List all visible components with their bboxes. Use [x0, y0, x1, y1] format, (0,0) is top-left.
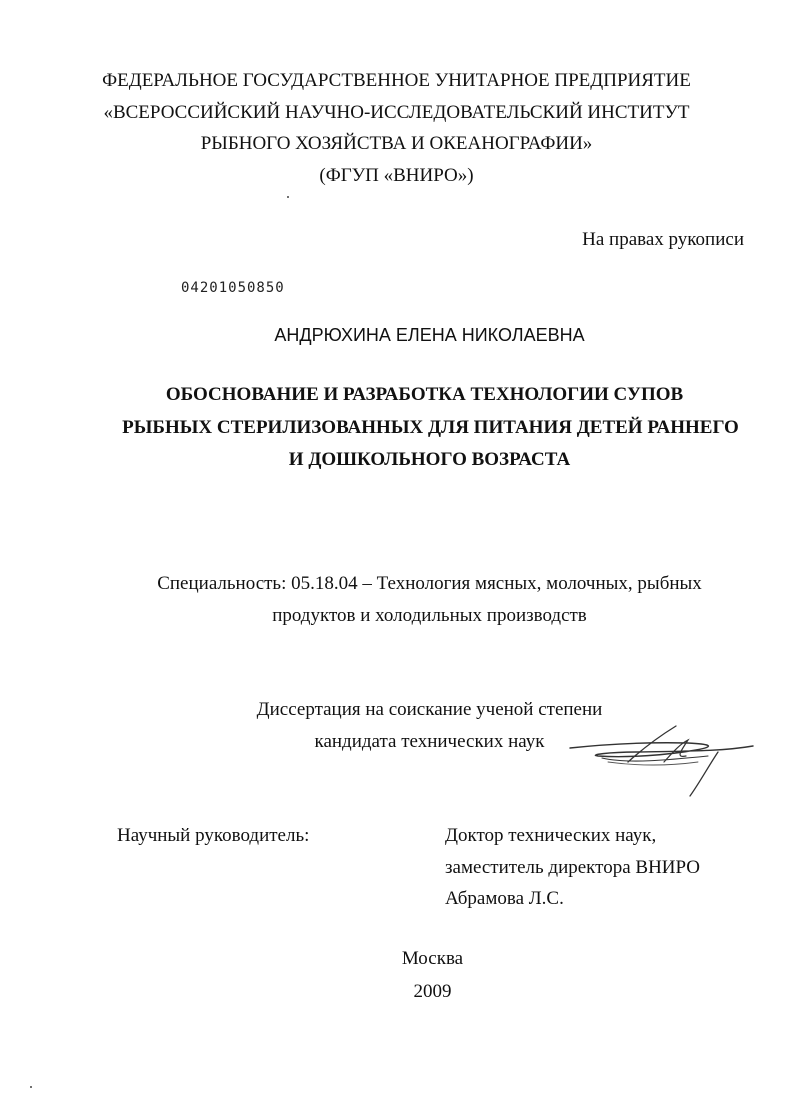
- supervisor-position: заместитель директора ВНИРО: [445, 857, 701, 878]
- year: 2009: [413, 981, 452, 1002]
- author-name: АНДРЮХИНА ЕЛЕНА НИКОЛАЕВНА: [274, 325, 585, 345]
- supervisor-degree: Доктор технических наук,: [445, 825, 657, 846]
- supervisor-label: Научный руководитель:: [117, 825, 310, 846]
- supervisor-name: Абрамова Л.С.: [445, 888, 564, 909]
- registration-code: 04201050850: [181, 280, 285, 296]
- organization-line-1: ФЕДЕРАЛЬНОЕ ГОСУДАРСТВЕННОЕ УНИТАРНОЕ ПРЕДПРИЯТИЕ: [102, 70, 691, 91]
- organization-line-3: РЫБНОГО ХОЗЯЙСТВА И ОКЕАНОГРАФИИ»: [200, 133, 593, 154]
- scan-speck: [287, 196, 289, 198]
- title-line-2: РЫБНЫХ СТЕРИЛИЗОВАННЫХ ДЛЯ ПИТАНИЯ ДЕТЕЙ РАННЕГО: [122, 417, 739, 438]
- dissertation-line-1: Диссертация на соискание ученой степени: [256, 699, 603, 720]
- dissertation-line-2: кандидата технических наук: [314, 731, 545, 752]
- scan-speck: [30, 1086, 32, 1088]
- organization-line-2: «ВСЕРОССИЙСКИЙ НАУЧНО-ИССЛЕДОВАТЕЛЬСКИЙ ИНСТИТУТ: [103, 102, 690, 123]
- city: Москва: [401, 948, 464, 969]
- title-line-3: И ДОШКОЛЬНОГО ВОЗРАСТА: [288, 449, 571, 470]
- organization-abbreviation: (ФГУП «ВНИРО»): [319, 165, 474, 186]
- title-line-1: ОБОСНОВАНИЕ И РАЗРАБОТКА ТЕХНОЛОГИИ СУПОВ: [165, 384, 684, 405]
- author-signature: [568, 722, 758, 800]
- specialty-line-2: продуктов и холодильных производств: [272, 605, 587, 626]
- specialty-line-1: Специальность: 05.18.04 – Технология мясных, молочных, рыбных: [157, 573, 702, 594]
- manuscript-rights-note: На правах рукописи: [582, 229, 744, 250]
